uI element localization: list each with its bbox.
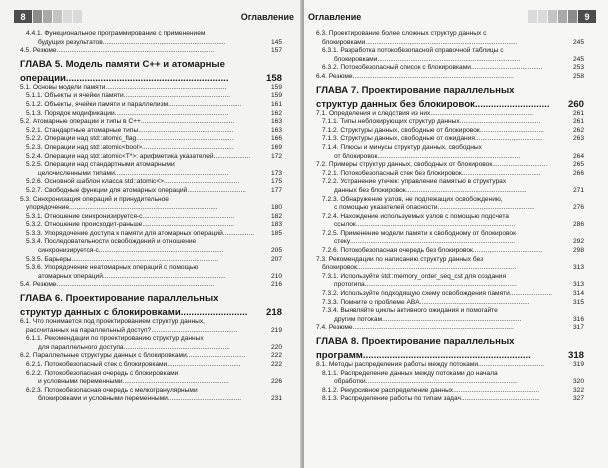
toc-entry	[316, 161, 584, 170]
dot-leader: .................................................................................	[69, 204, 218, 212]
toc-entry	[316, 144, 584, 153]
toc-entry-title: 8.1.2. Рекурсивное распределение данных	[322, 386, 454, 394]
toc-entry	[20, 110, 282, 119]
toc-page-number: 319	[572, 361, 584, 368]
toc-entry-title: 7.3.2. Используйте подходящую схему освобождения памяти	[322, 290, 510, 298]
toc-entry-title: 6.3.1. Разработка потокобезопасной справочной таблицы с	[322, 47, 504, 55]
toc-entry	[20, 395, 282, 404]
dot-leader: ...................................................................	[102, 272, 226, 280]
dot-leader: .......................................	[470, 64, 543, 72]
dot-leader: ......................................................................................	[56, 47, 215, 55]
dot-leader: ...........................................	[460, 395, 540, 403]
dot-leader: ...................................................	[140, 118, 235, 126]
toc-entry-title: 5.4. Резюме	[20, 281, 57, 289]
toc-entry	[20, 153, 282, 162]
toc-entry	[316, 221, 584, 230]
dot-leader: .....................................................	[136, 135, 234, 143]
dot-leader: ..........................................................	[123, 92, 230, 100]
dot-leader: ........................................................................................	[352, 72, 514, 80]
toc-entry	[20, 281, 282, 290]
toc-entry-title: 5.1.1. Объекты и ячейки памяти	[26, 92, 124, 100]
dot-leader: ...................................................................	[102, 38, 226, 46]
toc-entry-title: структур данных без блокировок	[316, 98, 475, 110]
dot-leader: ........................................................................................	[352, 324, 514, 332]
toc-page-number: 166	[270, 135, 282, 143]
dot-leader: .......................	[509, 290, 552, 298]
toc-entry	[316, 256, 584, 265]
dot-leader: ....................................................................	[98, 247, 224, 255]
toc-entry-title: с помощью указателей опасности	[334, 204, 438, 212]
dot-leader: ...........................................	[461, 169, 541, 177]
toc-entry-title: стеку	[334, 238, 351, 246]
toc-page-number: 245	[572, 38, 584, 46]
chapter-heading	[20, 307, 282, 318]
toc-page-number: 320	[572, 378, 584, 386]
toc-entry	[316, 30, 584, 39]
dot-leader: ..................................................	[142, 143, 234, 151]
dot-leader: ............................................	[459, 118, 541, 126]
dot-leader: ..........................................................	[122, 378, 229, 386]
toc-entry-title: 6.1.1. Рекомендации по проектированию структур данных	[26, 335, 204, 343]
toc-entry-title: 5.2.4. Операции над std::atomic<T*>: арифметика указателей	[26, 152, 214, 160]
toc-page-number: 258	[572, 72, 584, 80]
toc-entry-title: рассчитанных на параллельный доступ?	[26, 326, 152, 334]
toc-entry	[316, 39, 584, 48]
dot-leader: .....................................	[474, 135, 543, 143]
toc-entry	[20, 247, 282, 256]
toc-page-number: 163	[270, 118, 282, 126]
header-decoration	[32, 10, 83, 23]
right-page	[304, 0, 608, 468]
chapter-heading	[316, 350, 584, 361]
toc-entry	[316, 47, 584, 56]
toc-entry-title: атомарных операций	[38, 272, 103, 280]
toc-page-number: 265	[572, 161, 584, 169]
toc-page-number: 263	[572, 135, 584, 143]
dot-leader: ..............................	[492, 161, 548, 169]
toc-entry	[316, 281, 584, 290]
toc-page-number: 322	[572, 386, 584, 394]
toc-entry	[20, 361, 282, 370]
toc-entry	[316, 135, 584, 144]
toc-page-number: 318	[567, 350, 584, 361]
toc-entry-title: 6.2.2. Потокобезопасная очередь с блокировками	[26, 369, 179, 377]
toc-entry	[316, 273, 584, 282]
chapter-heading	[20, 59, 282, 70]
dot-leader: ......................................	[472, 247, 543, 255]
toc-entry	[20, 39, 282, 48]
toc-entry	[20, 213, 282, 222]
toc-entry	[316, 230, 584, 239]
toc-entry	[20, 47, 282, 56]
toc-entry-title: 5.3.4. Последовательности освобождений и отношение	[26, 238, 197, 246]
toc-entry-title: блокировок	[322, 264, 357, 272]
toc-entry	[316, 178, 584, 187]
dot-leader: ..................................................	[142, 212, 235, 220]
toc-page-number: 327	[572, 395, 584, 403]
dot-leader: ...................................................................................	[365, 378, 518, 386]
dot-leader: .............................................................	[65, 72, 229, 84]
toc-page-number: 182	[270, 212, 282, 220]
toc-entry-title: операции	[20, 72, 66, 84]
dot-leader: ..........................................................................................	[350, 238, 516, 246]
toc-entry	[316, 316, 584, 325]
toc-entry-title: 6.2.1. Потокобезопасный стек с блокировками	[26, 361, 168, 368]
toc-entry	[316, 370, 584, 379]
dot-leader: ..............................................................	[114, 109, 229, 117]
toc-entry-title: будущих результатов	[38, 38, 103, 46]
dot-leader: ..................................................................	[105, 83, 227, 91]
toc-page-number: 218	[265, 307, 282, 319]
toc-entry	[20, 273, 282, 282]
toc-entry-title: 6.3.2. Потокобезопасный список с блокировками	[322, 64, 471, 72]
dot-leader: ...................................................................................	[365, 38, 518, 46]
toc-entry-title: 7.3.1. Используйте std::memory_order_seq_cst для создания	[322, 272, 507, 280]
toc-entry	[316, 299, 584, 308]
toc-page-number: 145	[270, 38, 282, 46]
dot-leader: ................................	[187, 186, 246, 194]
toc-entry-title: 5.2.2. Операции над std::atomic_flag	[26, 135, 137, 143]
toc-entry-title: 6.4. Резюме	[316, 72, 353, 80]
toc-entry-title: и условными переменными	[38, 378, 123, 386]
dot-leader: ............................................................................	[382, 315, 522, 323]
toc-entry	[316, 118, 584, 127]
toc-entry-title: 5.2. Атомарные операции и типы в С++	[20, 118, 141, 126]
toc-entry-title: 5.2.1. Стандартные атомарные типы	[26, 126, 139, 134]
chapter-heading	[20, 293, 282, 304]
toc-page-number: 180	[270, 204, 282, 212]
chapter-heading	[316, 85, 584, 96]
toc-page-number: 317	[572, 324, 584, 332]
toc-entry-title: ГЛАВА 7. Проектирование параллельных	[316, 84, 515, 96]
dot-leader: ...............................................................	[362, 350, 531, 361]
page-number: 8	[14, 10, 32, 23]
toc-entry	[20, 370, 282, 379]
toc-page-number: 271	[572, 186, 584, 194]
toc-entry-title: 7.1.2. Структуры данных, свободные от блокировок	[322, 126, 480, 134]
toc-entry-title: ГЛАВА 6. Проектирование параллельных	[20, 293, 219, 305]
toc-page-number: 169	[270, 143, 282, 151]
dot-leader: ......................................................................................	[56, 281, 215, 289]
toc-entry	[20, 30, 282, 39]
toc-entry	[316, 395, 584, 404]
dot-leader: .....................................................	[437, 204, 535, 212]
toc-entry-title: обработки	[334, 378, 366, 386]
toc-entry	[316, 64, 584, 73]
toc-entry-title: 7.3. Рекомендации по написанию структур данных без	[316, 255, 484, 263]
toc-entry-title: ГЛАВА 5. Модель памяти С++ и атомарные	[20, 58, 225, 70]
toc-entry-title: ссылок	[334, 221, 356, 229]
toc-entry-title: 4.4.1. Функциональное программирование с применением	[26, 30, 206, 37]
dot-leader: ...................................................................................	[364, 281, 517, 289]
dot-leader: ..............................................................	[114, 169, 229, 177]
toc-page-number: 286	[572, 221, 584, 229]
toc-entry	[20, 335, 282, 344]
toc-page-number: 261	[572, 109, 584, 117]
running-header: Оглавление	[240, 11, 294, 22]
toc-page-number: 313	[572, 281, 584, 289]
toc-entry-title: 7.2. Примеры структур данных, свободных от блокировок	[316, 161, 493, 169]
toc-entry-title: синхронизируется-с	[38, 247, 99, 255]
toc-page-number: 276	[572, 204, 584, 212]
toc-entry-title: от блокировок	[334, 152, 378, 160]
toc-entry-title: 5.3.2. Отношение происходит-раньше	[26, 221, 143, 229]
toc-entry	[316, 204, 584, 213]
toc-entry-title: 7.4. Резюме	[316, 324, 353, 332]
toc-page-number: 159	[270, 83, 282, 91]
toc-entry	[316, 307, 584, 316]
toc-entry	[316, 378, 584, 387]
toc-left	[20, 30, 282, 404]
toc-page-number: 245	[572, 55, 584, 63]
toc-entry-title: 7.1. Определения и следствия из них	[316, 109, 431, 117]
toc-page-number: 216	[270, 281, 282, 289]
toc-entry-title: целочисленными типами	[38, 169, 115, 177]
toc-entry	[20, 118, 282, 127]
chapter-heading	[316, 336, 584, 347]
toc-entry-title: 7.3.3. Помните о проблеме ABA	[322, 298, 420, 306]
toc-page-number: 261	[572, 118, 584, 126]
toc-entry	[20, 264, 282, 273]
dot-leader: .........................................	[164, 178, 240, 186]
toc-page-number: 266	[572, 169, 584, 177]
page-number: 9	[578, 10, 596, 23]
dot-leader: ................................................................................	[71, 255, 219, 263]
toc-page-number: 172	[270, 152, 282, 160]
toc-page-number: 313	[572, 264, 584, 272]
toc-entry-title: 7.1.3. Структуры данных, свободные от ожидания	[322, 135, 475, 143]
toc-page-number: 157	[270, 47, 282, 55]
toc-entry-title: 5.1.3. Порядок модификации	[26, 109, 115, 117]
toc-entry-title: 7.2.2. Устранение утечек: управление памятью в структурах	[322, 178, 507, 186]
dot-leader: ..................................................	[142, 221, 234, 229]
toc-page-number: 173	[270, 169, 282, 177]
dot-leader: ..............................................................................	[377, 152, 521, 160]
toc-entry	[20, 378, 282, 387]
toc-page-number: 262	[572, 126, 584, 134]
toc-entry	[20, 187, 282, 196]
toc-entry-title: 8.1. Методы распределения работы между потоками	[316, 361, 479, 368]
toc-entry	[316, 196, 584, 205]
toc-entry-title: протогипа	[334, 281, 365, 289]
dot-leader: ........................................................	[430, 109, 533, 117]
toc-entry-title: 8.1.1. Распределение данных между потоками до начала	[322, 369, 498, 377]
chapter-heading	[316, 99, 584, 110]
toc-page-number: 253	[572, 64, 584, 72]
toc-entry-title: 6.2.3. Потокобезопасная очередь с мелкогранулярными	[26, 386, 198, 394]
toc-entry	[20, 196, 282, 205]
toc-page-number: 222	[270, 361, 282, 368]
toc-page-number: 161	[270, 100, 282, 108]
toc-entry	[316, 361, 584, 370]
toc-page-number: 210	[270, 272, 282, 280]
toc-entry-title: 7.3.4. Выявляйте циклы активного ожидания и помогайте	[322, 307, 498, 315]
toc-entry-title: 7.2.1. Потокобезопасный стек без блокировок	[322, 169, 462, 177]
toc-page-number: 175	[270, 178, 282, 186]
toc-entry-title: 4.5. Резюме	[20, 47, 57, 55]
dot-leader: ....................	[213, 152, 251, 160]
toc-entry-title: 7.2.3. Обнаружение узлов, не подлежащих освобождению,	[322, 195, 503, 203]
toc-page-number: 260	[567, 98, 584, 110]
dot-leader: .................	[222, 229, 254, 237]
toc-entry-title: ГЛАВА 8. Проектирование параллельных	[316, 336, 515, 347]
toc-entry-title: 5.3.1. Отношение синхронизируется-с	[26, 212, 143, 220]
toc-entry-title: 8.1.3. Распределение работы по типам задач	[322, 395, 461, 403]
toc-entry-title: 5.2.7. Свободные функции для атомарных операций	[26, 186, 188, 194]
toc-page-number: 183	[270, 221, 282, 229]
toc-entry	[20, 221, 282, 230]
toc-entry-title: для параллельного доступа	[38, 343, 124, 351]
toc-entry	[20, 256, 282, 265]
toc-page-number: 220	[270, 343, 282, 351]
toc-page-number: 292	[572, 238, 584, 246]
toc-page-number: 205	[270, 247, 282, 255]
toc-entry-title: 5.2.6. Основной шаблон класса std::atomic<>	[26, 178, 165, 186]
toc-page-number: 162	[270, 109, 282, 117]
dot-leader: ..................................................................	[405, 186, 527, 194]
toc-entry	[20, 92, 282, 101]
toc-entry-title: 5.2.5. Операции над стандартными атомарными	[26, 161, 175, 169]
toc-entry-title: блокировками	[322, 38, 366, 46]
dot-leader: ................................	[186, 352, 246, 360]
toc-page-number: 222	[270, 352, 282, 360]
toc-entry-title: программ	[316, 350, 363, 361]
toc-page-number: 207	[270, 255, 282, 263]
toc-right	[316, 30, 584, 404]
toc-page-number: 264	[572, 152, 584, 160]
dot-leader: ...................................	[479, 126, 544, 134]
toc-page-number: 231	[270, 395, 282, 403]
toc-entry	[20, 204, 282, 213]
toc-entry	[20, 135, 282, 144]
toc-entry	[316, 264, 584, 273]
toc-entry	[316, 73, 584, 82]
toc-entry	[316, 247, 584, 256]
toc-entry-title: 7.2.5. Применение модели памяти к свободному от блокировок	[322, 229, 516, 237]
dot-leader: ........................................	[167, 361, 241, 368]
toc-page-number: 315	[572, 298, 584, 306]
toc-entry-title: 7.2.4. Нахождение используемых узлов с помощью подсчета	[322, 212, 509, 220]
toc-entry	[20, 144, 282, 153]
toc-entry-title: 7.1.4. Плюсы и минусы структур данных, свободных	[322, 143, 482, 151]
dot-leader: ............................................................	[419, 298, 530, 306]
toc-entry-title: 5.3.3. Упорядочение доступа к памяти для атомарных операций	[26, 229, 223, 237]
toc-entry	[20, 352, 282, 361]
header-decoration	[527, 10, 578, 23]
toc-entry	[316, 110, 584, 119]
toc-entry-title: 6.3. Проектирование более сложных структур данных с	[316, 30, 487, 37]
toc-entry	[20, 238, 282, 247]
toc-entry-title: 5.1.2. Объекты, ячейки памяти и параллелизм	[26, 100, 169, 108]
toc-entry-title: 5.1. Основы модели памяти	[20, 83, 106, 91]
toc-page-number: 219	[270, 326, 282, 334]
dot-leader: ...............................................	[453, 386, 540, 394]
dot-leader: .........................	[180, 307, 248, 319]
dot-leader: .......................................................................................	[356, 264, 517, 272]
toc-entry	[20, 127, 282, 136]
toc-entry-title: структур данных с блокировками	[20, 307, 181, 319]
toc-page-number: 226	[270, 378, 282, 386]
left-page	[0, 0, 302, 468]
running-header: Оглавление	[308, 11, 362, 22]
toc-page-number: 158	[265, 72, 282, 84]
toc-entry	[20, 178, 282, 187]
toc-entry-title: 7.1.1. Типы неблокирующих структур данных	[322, 118, 460, 126]
toc-entry	[316, 324, 584, 333]
toc-entry-title: другим потокам	[334, 315, 383, 323]
toc-page-number: 298	[572, 247, 584, 255]
toc-entry	[316, 290, 584, 299]
toc-entry-title: данных без блокировок	[334, 186, 406, 194]
toc-entry	[20, 161, 282, 170]
toc-entry	[20, 101, 282, 110]
toc-entry-title: 5.3.5. Барьеры	[26, 255, 72, 263]
chapter-heading	[20, 73, 282, 84]
toc-entry	[316, 153, 584, 162]
toc-page-number: 159	[270, 92, 282, 100]
left-page-header	[14, 10, 296, 23]
dot-leader: ....................................	[478, 361, 544, 368]
toc-entry-title: упорядочение	[26, 204, 70, 212]
dot-leader: ............................	[474, 98, 550, 110]
toc-entry-title: 6.1. Что понимается под проектированием структур данных,	[20, 318, 205, 326]
toc-entry-title: блокировками	[334, 55, 378, 63]
toc-page-number: 177	[270, 186, 282, 194]
right-page-header	[308, 10, 596, 23]
toc-page-number: 314	[572, 290, 584, 298]
dot-leader: ...............................................	[151, 326, 238, 334]
toc-page-number: 163	[270, 126, 282, 134]
dot-leader: ..........................................................	[123, 343, 230, 351]
toc-entry	[316, 187, 584, 196]
toc-entry-title: блокировками и условными переменными	[38, 395, 168, 403]
toc-page-number: 316	[572, 315, 584, 323]
toc-entry-title: 5.3. Синхронизация операций и принудительное	[20, 195, 169, 203]
toc-entry-title: 7.2.6. Потокобезопасная очередь без блокировок	[322, 247, 473, 255]
dot-leader: .......................................................................................	[355, 221, 516, 229]
dot-leader: ....................................................	[138, 126, 234, 134]
dot-leader: ..............................................................................	[377, 55, 521, 63]
toc-entry	[316, 213, 584, 222]
toc-entry	[316, 170, 584, 179]
toc-entry	[20, 318, 282, 327]
toc-entry-title: 5.2.3. Операции над std::atomic<bool>	[26, 143, 143, 151]
toc-entry-title: 6.2. Параллельные структуры данных с блокировками	[20, 352, 187, 360]
dot-leader: ........................................	[168, 100, 242, 108]
toc-entry-title: 5.3.6. Упорядочение неатомарных операций с помощью	[26, 264, 199, 272]
toc-entry	[316, 238, 584, 247]
toc-page-number: 185	[270, 229, 282, 237]
toc-entry	[20, 327, 282, 336]
dot-leader: ........................................	[167, 395, 242, 403]
